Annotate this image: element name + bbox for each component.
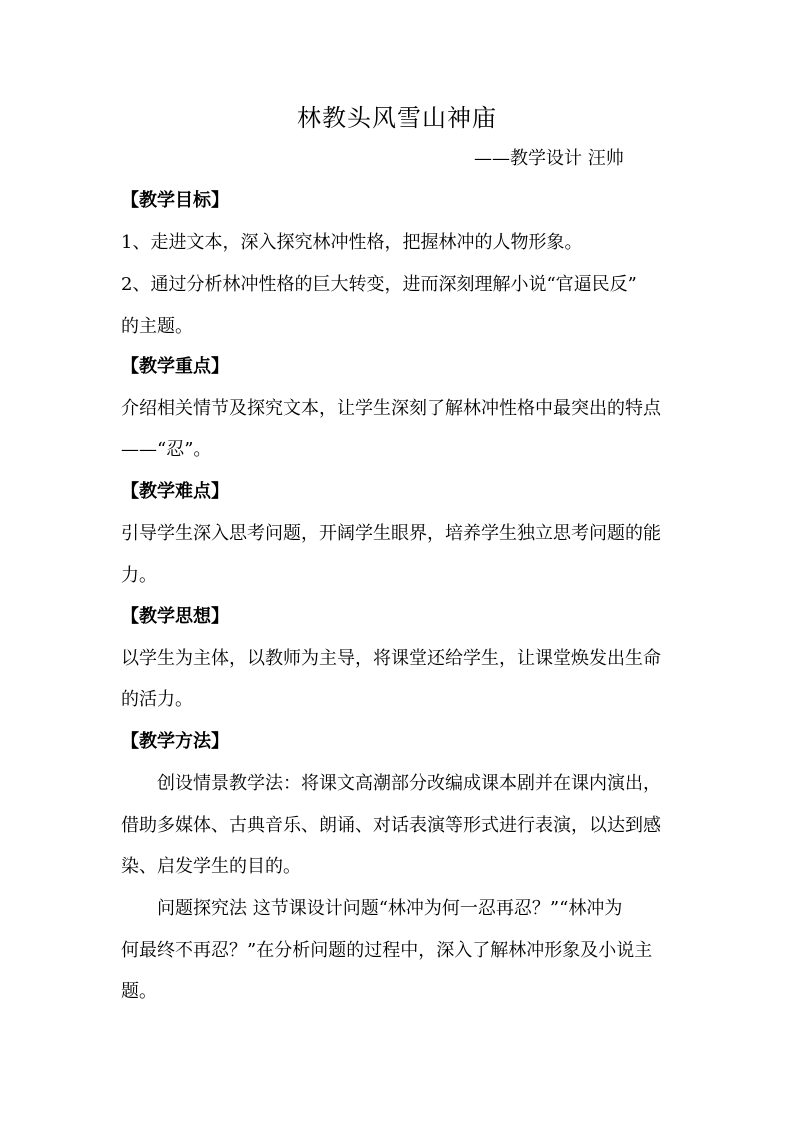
difficulties-text: 引导学生深入思考问题，开阔学生眼界，培养学生独立思考问题的能 — [121, 523, 661, 544]
section-heading-goals: 【教学目标】 — [121, 190, 229, 211]
philosophy-text: 以学生为主体，以教师为主导，将课堂还给学生，让课堂焕发出生命 — [121, 648, 661, 669]
goal-item-2-cont: 的主题。 — [121, 316, 193, 337]
section-heading-methods: 【教学方法】 — [121, 731, 229, 752]
methods-para2-line3: 题。 — [121, 981, 157, 1002]
section-heading-philosophy: 【教学思想】 — [121, 606, 229, 627]
key-points-text-cont: ——“忍”。 — [121, 439, 212, 460]
goal-item-1: 1、走进文本，深入探究林冲性格，把握林冲的人物形象。 — [121, 232, 583, 253]
difficulties-text-cont: 力。 — [121, 565, 157, 586]
key-points-text: 介绍相关情节及探究文本，让学生深刻了解林冲性格中最突出的特点 — [121, 398, 661, 419]
methods-para1-line1: 创设情景教学法：将课文高潮部分改编成课本剧并在课内演出， — [157, 773, 661, 794]
methods-para1-line2: 借助多媒体、古典音乐、朗诵、对话表演等形式进行表演，以达到感 — [121, 815, 661, 836]
philosophy-text-cont: 的活力。 — [121, 689, 193, 710]
document-title: 林教头风雪山神庙 — [297, 104, 497, 132]
section-heading-difficulties: 【教学难点】 — [121, 481, 229, 502]
methods-para1-line3: 染、启发学生的目的。 — [121, 856, 301, 877]
document-byline: ——教学设计 汪帅 — [474, 148, 624, 169]
goal-item-2: 2、通过分析林冲性格的巨大转变，进而深刻理解小说“官逼民反” — [121, 274, 637, 295]
methods-para2-line1: 问题探究法 这节课设计问题“林冲为何一忍再忍？”“林冲为 — [157, 898, 623, 919]
section-heading-key-points: 【教学重点】 — [121, 356, 229, 377]
methods-para2-line2: 何最终不再忍？”在分析问题的过程中，深入了解林冲形象及小说主 — [121, 940, 653, 961]
